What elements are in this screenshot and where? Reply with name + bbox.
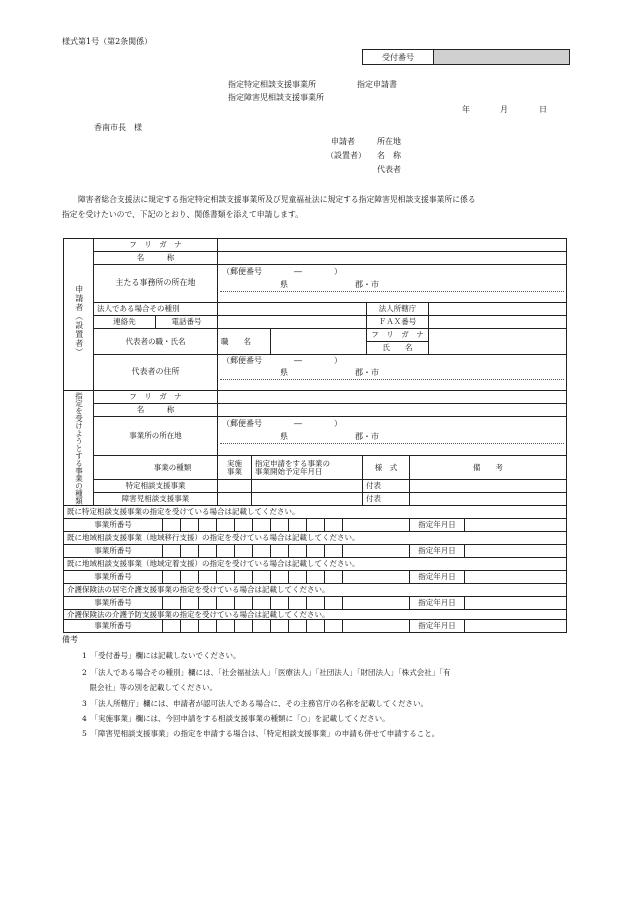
office-number-digit-field[interactable]	[235, 571, 252, 583]
office-number-digit-field[interactable]	[253, 571, 270, 583]
date-month: 月	[500, 105, 508, 114]
office-number-digit-field[interactable]	[289, 519, 306, 531]
office-number-digit-field[interactable]	[253, 620, 270, 632]
rep-address-label: 代表者の住所	[131, 367, 180, 377]
office-number-digit-field[interactable]	[235, 597, 252, 609]
prior-transition-note: 既に地域相談支援事業（地域移行支援）の指定を受けている場合は記載してください。	[67, 533, 360, 543]
office-number-digit-field[interactable]	[163, 519, 180, 531]
office-furigana-label: フ リ ガ ナ	[129, 392, 182, 402]
receipt-number-label: 受付番号	[363, 50, 434, 64]
intro-line-1: 障害者総合支援法に規定する指定特定相談支援事業所及び児童福祉法に規定する指定障害児相談支援事業所に係る	[78, 195, 476, 204]
title-line-1: 指定特定相談支援事業所	[228, 80, 316, 89]
designation-date-field[interactable]	[465, 571, 566, 583]
office-number-digit-field[interactable]	[199, 571, 216, 583]
form-header: 様 式	[374, 462, 398, 472]
office-number-digit-field[interactable]	[271, 519, 288, 531]
date-day: 日	[539, 105, 547, 114]
office-number-digit-field[interactable]	[235, 620, 252, 632]
prior-settlement-note: 既に地域相談支援事業（地域定着支援）の指定を受けている場合は記載してください。	[67, 559, 360, 569]
office-number-digit-field[interactable]	[199, 545, 216, 557]
office-number-digit-field[interactable]	[199, 620, 216, 632]
title-suffix: 指定申請書	[357, 80, 397, 89]
office-number-digit-field[interactable]	[289, 597, 306, 609]
office-number-digit-field[interactable]	[199, 597, 216, 609]
office-number-digit-field[interactable]	[217, 519, 234, 531]
form-number: 様式第1号（第2条関係）	[62, 37, 153, 46]
office-number-digit-field[interactable]	[217, 620, 234, 632]
office-number-digit-field[interactable]	[325, 597, 342, 609]
office-address-city: 郡・市	[355, 432, 379, 441]
attach-1: 付表	[366, 481, 381, 491]
office-number-digit-field[interactable]	[181, 545, 198, 557]
note-2: 2 「法人である場合その種別」欄には、「社会福祉法人」「医療法人」「社団法人」「財団法人」「株式会社」「有	[82, 668, 451, 677]
contact-label: 連絡先	[113, 317, 136, 327]
office-number-digit-field[interactable]	[199, 519, 216, 531]
office-address-postal: （郵便番号 ― ）	[222, 419, 342, 428]
name-label: 名 称	[136, 253, 175, 263]
note-2-cont: 限会社」等の別を記載してください。	[82, 683, 217, 692]
office-number-digit-field[interactable]	[325, 545, 342, 557]
office-number-label: 事業所番号	[94, 572, 132, 582]
office-number-label: 事業所番号	[94, 520, 132, 530]
start-date-header: 指定申請をする事業の 事業開始予定年月日	[255, 458, 330, 476]
office-number-digit-field[interactable]	[253, 597, 270, 609]
designation-date-label: 指定年月日	[418, 598, 456, 608]
office-number-digit-field[interactable]	[217, 571, 234, 583]
office-number-digit-field[interactable]	[307, 620, 324, 632]
office-number-digit-field[interactable]	[289, 571, 306, 583]
office-address-label: 事業所の所在地	[129, 431, 182, 441]
applicant-rep-label: 代表者	[377, 165, 401, 174]
office-number-label: 事業所番号	[94, 621, 132, 631]
section-applicant-label: 申請者（設置者）	[74, 285, 84, 357]
section-business-type-label: 指定を受けようとする事業の種類	[74, 392, 84, 505]
office-number-digit-field[interactable]	[289, 545, 306, 557]
addressee: 香南市長 様	[94, 123, 142, 132]
designation-date-field[interactable]	[465, 545, 566, 557]
impl-header: 実施 事業	[218, 456, 251, 479]
furigana-label: フ リ ガ ナ	[129, 240, 182, 250]
office-number-digit-field[interactable]	[325, 519, 342, 531]
main-office-postal: （郵便番号 ― ）	[222, 267, 342, 276]
applicant-name-label: 名 称	[377, 151, 401, 160]
corp-office-label: 法人所轄庁	[378, 304, 417, 314]
office-number-digit-field[interactable]	[307, 571, 324, 583]
office-address-prefecture: 県	[280, 432, 288, 441]
office-number-digit-field[interactable]	[271, 571, 288, 583]
notes-title: 備考	[62, 635, 78, 644]
main-office-city: 郡・市	[355, 280, 379, 289]
main-office-label: 主たる事務所の所在地	[115, 278, 196, 288]
note-5: 5 「障害児相談支援事業」の指定を申請する場合は、「特定相談支援事業」の申請も併せて申請すること。	[82, 729, 440, 738]
office-name-label: 名 称	[136, 405, 175, 415]
office-number-digit-field[interactable]	[163, 545, 180, 557]
office-number-digit-field[interactable]	[181, 597, 198, 609]
office-number-digit-field[interactable]	[163, 571, 180, 583]
prior-care-note: 介護保険法の居宅介護支援事業の指定を受けている場合は記載してください。	[67, 585, 330, 595]
date-year: 年	[462, 105, 470, 114]
attach-2: 付表	[366, 494, 381, 504]
office-number-digit-field[interactable]	[307, 597, 324, 609]
prior-prevent-note: 介護保険法の介護予防支援事業の指定を受けている場合は記載してください。	[67, 609, 330, 619]
office-number-digit-field[interactable]	[289, 620, 306, 632]
biz-type-header: 事業の種類	[153, 462, 192, 472]
biz-child-consult: 障害児相談支援事業	[121, 494, 190, 504]
designation-date-field[interactable]	[465, 597, 566, 609]
office-number-label: 事業所番号	[94, 598, 132, 608]
office-number-digit-field[interactable]	[181, 519, 198, 531]
office-number-digit-field[interactable]	[325, 571, 342, 583]
office-number-digit-field[interactable]	[271, 597, 288, 609]
office-number-digit-field[interactable]	[235, 545, 252, 557]
rep-furigana-label: フ リ ガ ナ	[371, 330, 424, 340]
rep-title-label: 代表者の職・氏名	[125, 336, 186, 346]
corp-type-label: 法人である場合その種別	[97, 304, 180, 314]
designation-date-label: 指定年月日	[418, 621, 456, 631]
prior-specific-note: 既に特定相談支援事業の指定を受けている場合は記載してください。	[67, 507, 300, 517]
title-line-2: 指定障害児相談支援事業所	[228, 93, 324, 102]
biz-specific-consult: 特定相談支援事業	[125, 481, 186, 491]
rep-address-prefecture: 県	[280, 368, 288, 377]
office-number-digit-field[interactable]	[253, 519, 270, 531]
office-number-digit-field[interactable]	[217, 597, 234, 609]
office-number-digit-field[interactable]	[235, 519, 252, 531]
note-3: 3 「法人所轄庁」欄には、申請者が認可法人である場合に、その主務官庁の名称を記載してください。	[82, 699, 429, 708]
office-number-digit-field[interactable]	[271, 545, 288, 557]
office-number-digit-field[interactable]	[307, 519, 324, 531]
designation-date-label: 指定年月日	[418, 546, 456, 556]
main-office-prefecture: 県	[280, 280, 288, 289]
phone-label: 電話番号	[171, 317, 202, 327]
rep-address-postal: （郵便番号 ― ）	[222, 356, 342, 365]
office-number-digit-field[interactable]	[217, 545, 234, 557]
applicant-role: 申請者	[331, 137, 355, 146]
designation-date-label: 指定年月日	[418, 520, 456, 530]
office-number-digit-field[interactable]	[163, 620, 180, 632]
designation-date-label: 指定年月日	[418, 572, 456, 582]
applicant-role-sub: （設置者）	[326, 151, 366, 160]
office-number-label: 事業所番号	[94, 546, 132, 556]
office-number-digit-field[interactable]	[181, 571, 198, 583]
rep-fullname-label: 氏 名	[382, 343, 413, 353]
rep-post-label: 職 名	[221, 336, 251, 346]
office-number-digit-field[interactable]	[307, 545, 324, 557]
office-number-digit-field[interactable]	[253, 545, 270, 557]
designation-date-field[interactable]	[465, 620, 566, 632]
rep-address-city: 郡・市	[355, 368, 379, 377]
office-number-digit-field[interactable]	[163, 597, 180, 609]
office-number-digit-field[interactable]	[325, 620, 342, 632]
fax-label: ＦＡＸ番号	[378, 317, 417, 327]
applicant-location-label: 所在地	[377, 137, 401, 146]
designation-date-field[interactable]	[465, 519, 566, 531]
note-4: 4 「実施事業」欄には、今回申請をする相談支援事業の種類に「○」を記載してください。	[82, 714, 390, 723]
remarks-header: 備 考	[473, 462, 503, 472]
note-1: 1 「受付番号」欄には記載しないでください。	[82, 651, 241, 660]
office-number-digit-field[interactable]	[181, 620, 198, 632]
intro-line-2: 指定を受けたいので、下記のとおり、関係書類を添えて申請します。	[62, 210, 303, 219]
office-number-digit-field[interactable]	[271, 620, 288, 632]
